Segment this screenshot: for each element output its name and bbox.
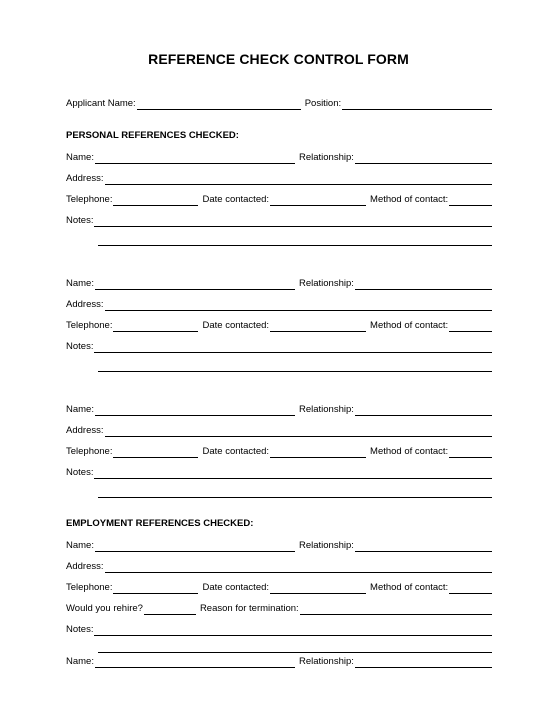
personal-ref-2-name-field[interactable] <box>95 278 295 290</box>
name-label: Name: <box>66 278 94 289</box>
address-label: Address: <box>66 425 104 436</box>
employment-ref-1-address-row <box>66 559 492 573</box>
personal-ref-3-date-field[interactable] <box>270 446 366 458</box>
personal-ref-2-address-field[interactable] <box>105 299 493 311</box>
personal-ref-3-notes-field[interactable] <box>94 467 492 479</box>
notes-label: Notes: <box>66 341 94 352</box>
personal-ref-3-relationship-field[interactable] <box>355 404 492 416</box>
employment-ref-1-date-field[interactable] <box>270 582 366 594</box>
personal-ref-3-method-field[interactable] <box>449 446 492 458</box>
employment-ref-2-name-row <box>66 654 492 668</box>
personal-ref-2-method-field[interactable] <box>449 320 492 332</box>
date-contacted-label: Date contacted: <box>202 582 270 593</box>
personal-ref-2-date-field[interactable] <box>270 320 366 332</box>
employment-ref-1-notes-line-2[interactable] <box>98 652 492 653</box>
telephone-label: Telephone: <box>66 320 113 331</box>
personal-ref-3-name-field[interactable] <box>95 404 295 416</box>
would-you-rehire-label: Would you rehire? <box>66 603 143 614</box>
personal-ref-2-name-row <box>66 276 492 290</box>
personal-ref-1-name-field[interactable] <box>95 152 295 164</box>
personal-ref-3-contact-row <box>66 444 492 458</box>
employment-ref-1-telephone-field[interactable] <box>113 582 198 594</box>
personal-ref-2-contact-row <box>66 318 492 332</box>
position-label: Position: <box>304 98 342 109</box>
personal-ref-3-telephone-field[interactable] <box>113 446 198 458</box>
notes-label: Notes: <box>66 624 94 635</box>
employment-ref-1-rehire-row <box>66 601 492 615</box>
reason-for-termination-label: Reason for termination: <box>199 603 299 614</box>
employment-ref-1-method-field[interactable] <box>449 582 492 594</box>
applicant-name-field[interactable] <box>137 98 301 110</box>
applicant-row <box>66 96 492 110</box>
method-of-contact-label: Method of contact: <box>370 446 449 457</box>
date-contacted-label: Date contacted: <box>202 320 270 331</box>
personal-ref-2-notes-line-2[interactable] <box>98 371 492 372</box>
notes-label: Notes: <box>66 215 94 226</box>
personal-ref-1-notes-row <box>66 213 492 227</box>
personal-ref-1-telephone-field[interactable] <box>113 194 198 206</box>
personal-ref-2-relationship-field[interactable] <box>355 278 492 290</box>
personal-ref-2-address-row <box>66 297 492 311</box>
personal-references-heading: PERSONAL REFERENCES CHECKED: <box>66 130 239 141</box>
personal-ref-3-name-row <box>66 402 492 416</box>
employment-ref-2-relationship-field[interactable] <box>355 656 492 668</box>
name-label: Name: <box>66 540 94 551</box>
name-label: Name: <box>66 404 94 415</box>
employment-ref-1-termination-field[interactable] <box>300 603 492 615</box>
employment-ref-1-notes-field[interactable] <box>94 624 492 636</box>
name-label: Name: <box>66 656 94 667</box>
notes-label: Notes: <box>66 467 94 478</box>
personal-ref-1-name-row <box>66 150 492 164</box>
employment-ref-2-name-field[interactable] <box>95 656 295 668</box>
address-label: Address: <box>66 173 104 184</box>
personal-ref-1-address-row <box>66 171 492 185</box>
telephone-label: Telephone: <box>66 582 113 593</box>
employment-ref-1-address-field[interactable] <box>105 561 493 573</box>
relationship-label: Relationship: <box>298 404 354 415</box>
personal-ref-1-notes-line-2[interactable] <box>98 245 492 246</box>
method-of-contact-label: Method of contact: <box>370 194 449 205</box>
method-of-contact-label: Method of contact: <box>370 320 449 331</box>
personal-ref-1-date-field[interactable] <box>270 194 366 206</box>
telephone-label: Telephone: <box>66 446 113 457</box>
employment-ref-1-notes-row <box>66 622 492 636</box>
personal-ref-3-notes-row <box>66 465 492 479</box>
personal-ref-1-method-field[interactable] <box>449 194 492 206</box>
personal-ref-1-notes-field[interactable] <box>94 215 492 227</box>
personal-ref-1-address-field[interactable] <box>105 173 493 185</box>
personal-ref-3-address-row <box>66 423 492 437</box>
personal-ref-2-notes-row <box>66 339 492 353</box>
personal-ref-1-contact-row <box>66 192 492 206</box>
relationship-label: Relationship: <box>298 540 354 551</box>
employment-ref-1-contact-row <box>66 580 492 594</box>
method-of-contact-label: Method of contact: <box>370 582 449 593</box>
relationship-label: Relationship: <box>298 656 354 667</box>
name-label: Name: <box>66 152 94 163</box>
position-field[interactable] <box>342 98 492 110</box>
employment-ref-1-rehire-field[interactable] <box>144 603 196 615</box>
address-label: Address: <box>66 561 104 572</box>
personal-ref-1-relationship-field[interactable] <box>355 152 492 164</box>
date-contacted-label: Date contacted: <box>202 446 270 457</box>
relationship-label: Relationship: <box>298 278 354 289</box>
telephone-label: Telephone: <box>66 194 113 205</box>
personal-ref-2-telephone-field[interactable] <box>113 320 198 332</box>
employment-ref-1-name-field[interactable] <box>95 540 295 552</box>
relationship-label: Relationship: <box>298 152 354 163</box>
date-contacted-label: Date contacted: <box>202 194 270 205</box>
employment-ref-1-relationship-field[interactable] <box>355 540 492 552</box>
applicant-name-label: Applicant Name: <box>66 98 136 109</box>
personal-ref-3-notes-line-2[interactable] <box>98 497 492 498</box>
personal-ref-2-notes-field[interactable] <box>94 341 492 353</box>
form-title: REFERENCE CHECK CONTROL FORM <box>148 51 409 67</box>
personal-ref-3-address-field[interactable] <box>105 425 493 437</box>
address-label: Address: <box>66 299 104 310</box>
employment-references-heading: EMPLOYMENT REFERENCES CHECKED: <box>66 518 254 529</box>
employment-ref-1-name-row <box>66 538 492 552</box>
